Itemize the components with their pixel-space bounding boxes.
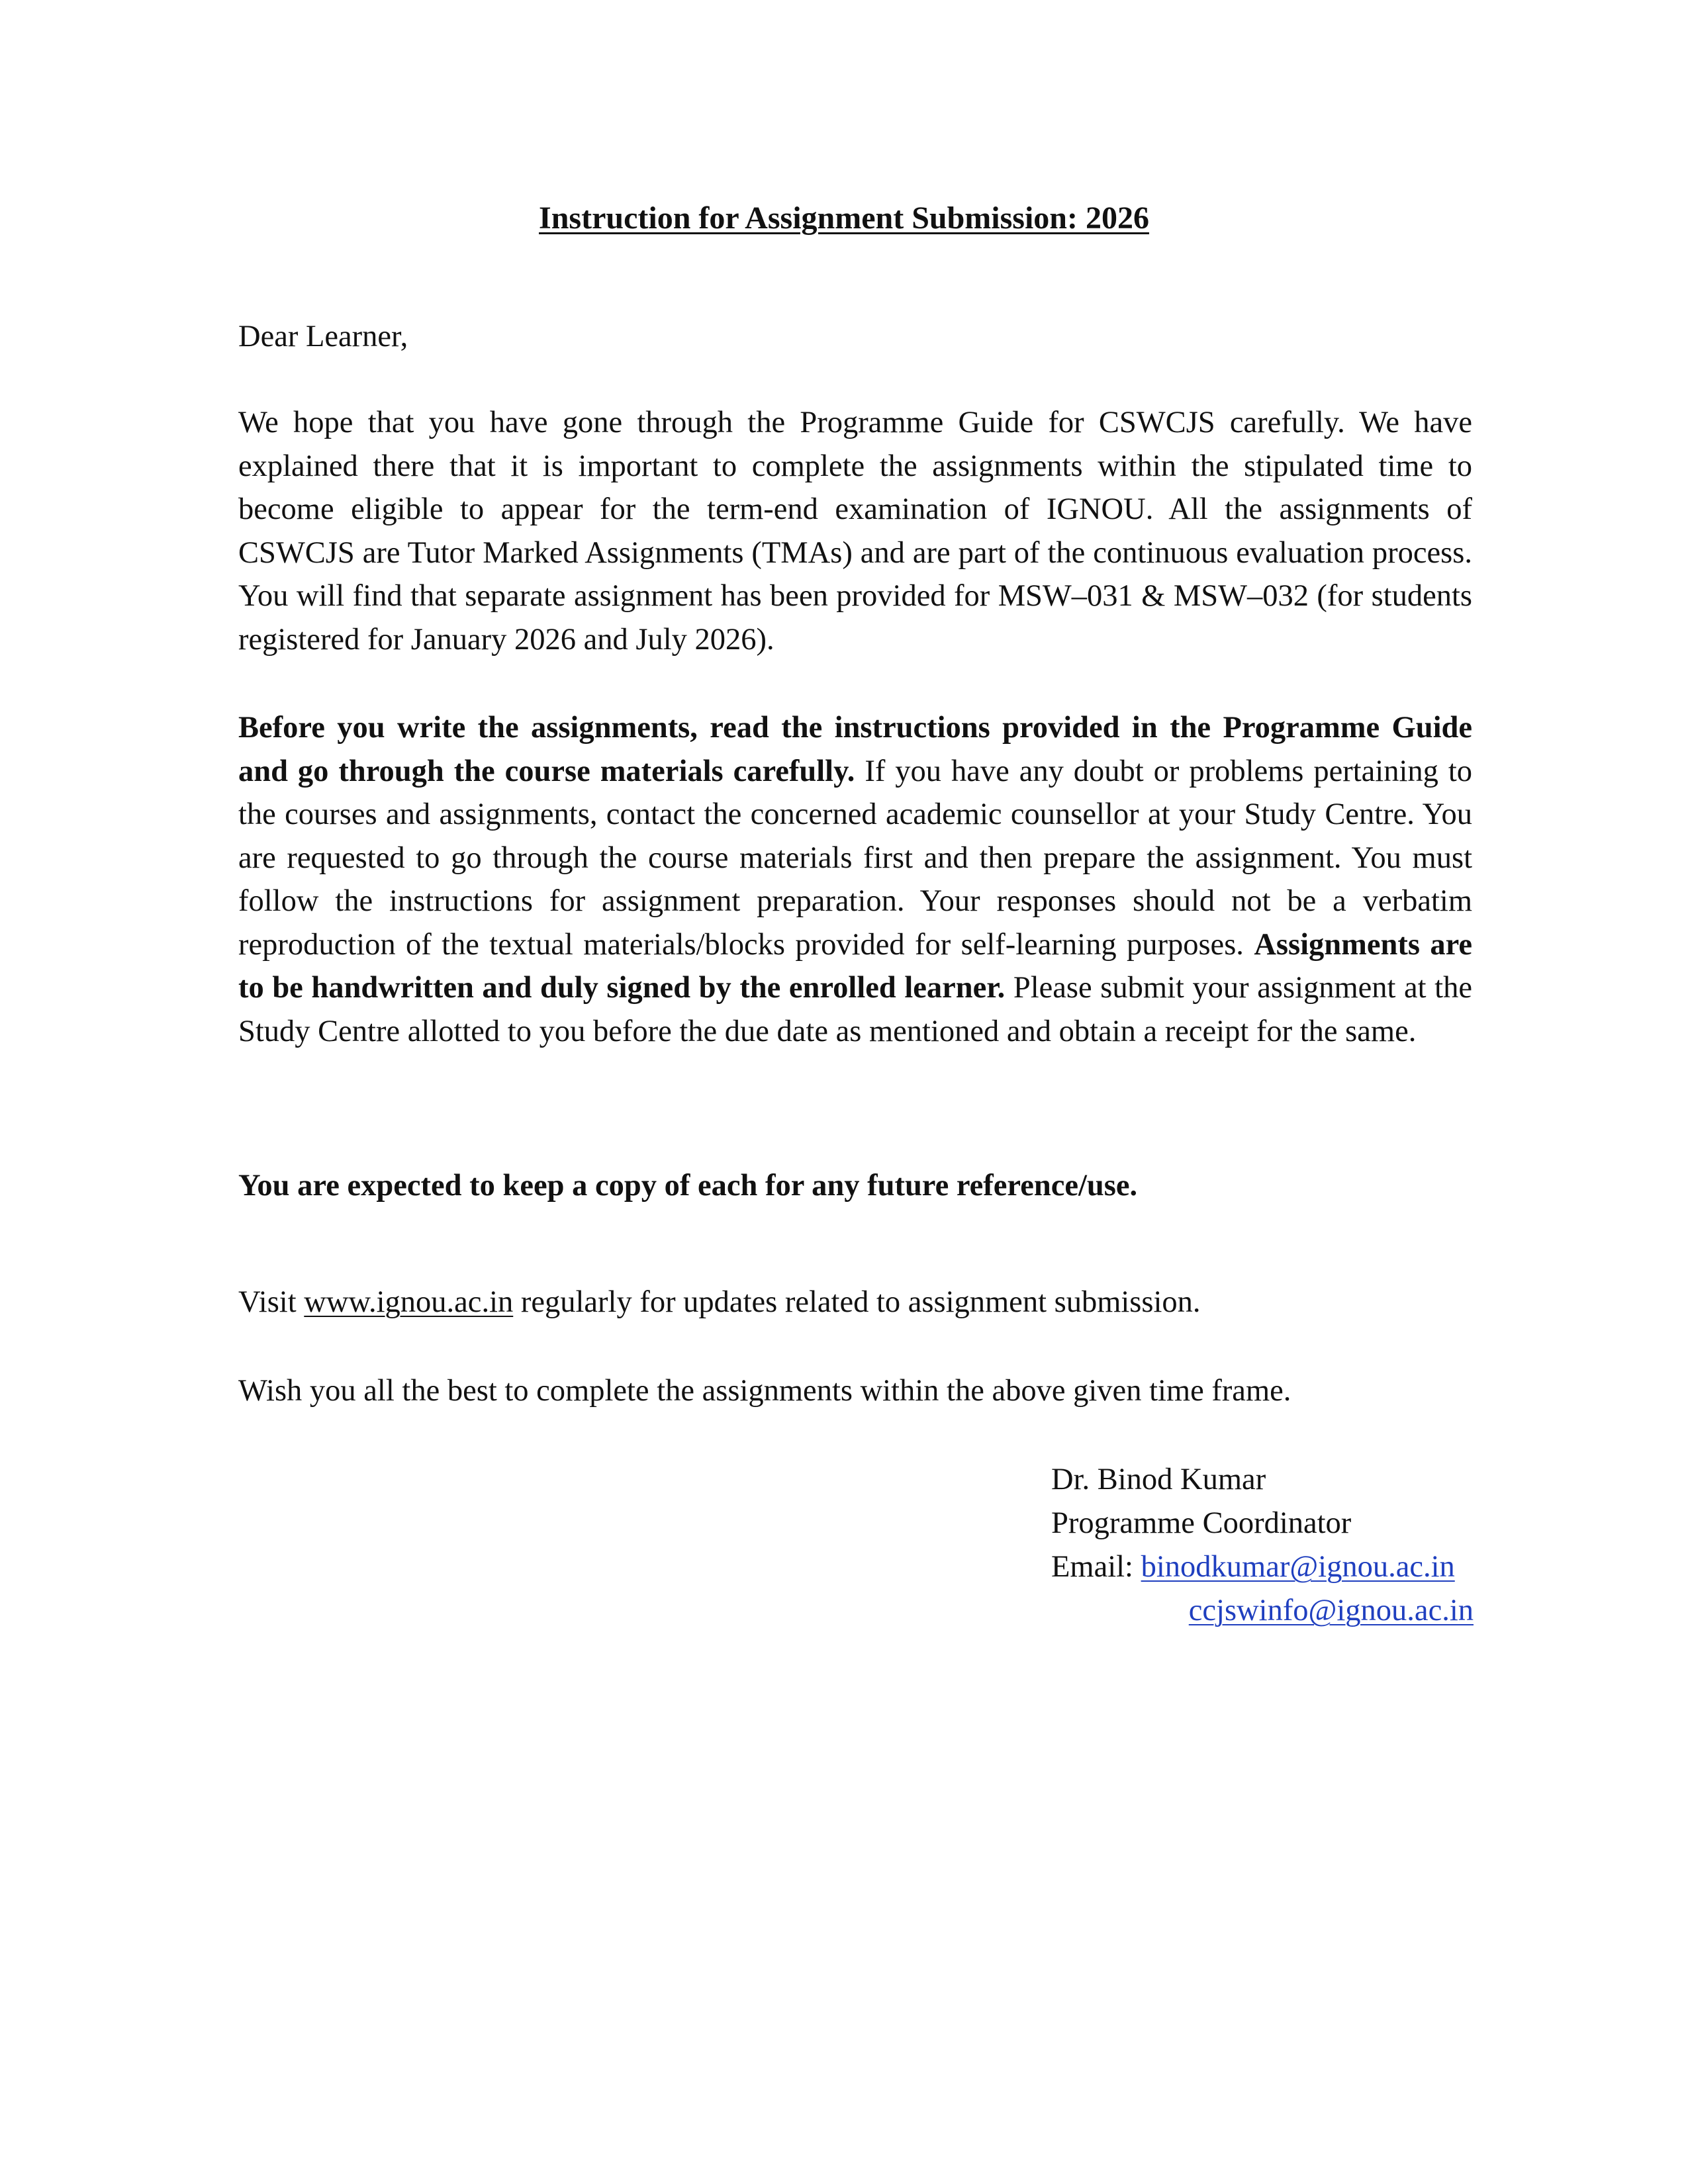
instructions-text-end: Please submit your assignment at the Study Centre allotted to you before the due date as mentioned and obtain a receipt for the same.	[238, 971, 1472, 1048]
paragraph-instructions	[238, 706, 1472, 1053]
email-link-secondary[interactable]: ccjswinfo@ignou.ac.in	[1188, 1594, 1474, 1627]
signature-block	[1051, 1458, 1475, 1633]
instructions-bold-intro: Before you write the assignments, read the instructions provided in the Programme Guide and go through the course materials carefully.	[238, 711, 1472, 788]
instructions-bold-handwritten: Assignments are to be handwritten and duly signed by the enrolled learner.	[238, 927, 1473, 1005]
signatory-name: Dr. Binod Kumar	[1051, 1463, 1266, 1496]
closing-wish: Wish you all the best to complete the assignments within the above given time frame.	[238, 1374, 1291, 1408]
greeting: Dear Learner,	[238, 320, 408, 353]
email-line	[1051, 1545, 1475, 1589]
instructions-text-middle: If you have any doubt or problems pertaining to the courses and assignments, contact the concerned academic counsellor at your Study Centre. You are requested to go through the course materials first and then prepare the assignment. You must follow the instructions for assignment preparation. Your responses should not be a verbatim reproduction of the textual materials/blocks provided for self-learning purposes.	[238, 754, 1472, 962]
email-label: Email:	[1051, 1550, 1141, 1584]
paragraph-keep-copy: You are expected to keep a copy of each for any future reference/use.	[238, 1169, 1138, 1203]
email-line-secondary	[1051, 1589, 1475, 1633]
document-title: Instruction for Assignment Submission: 2026	[539, 201, 1149, 236]
email-link-primary[interactable]: binodkumar@ignou.ac.in	[1141, 1550, 1455, 1584]
signatory-role: Programme Coordinator	[1051, 1506, 1352, 1540]
visit-prefix: Visit	[238, 1285, 305, 1319]
ignou-website-link[interactable]: www.ignou.ac.in	[304, 1285, 514, 1319]
paragraph-intro: We hope that you have gone through the Programme Guide for CSWCJS carefully. We have explained there that it is important to complete the assignments within the stipulated time to become eligible to appear for the term-end examination of IGNOU. All the assignments of CSWCJS are Tutor Marked Assignments (TMAs) and are part of the continuous evaluation process. You will find that separate assignment has been provided for MSW–031 & MSW–032 (for students registered for January 2026 and July 2026).	[238, 406, 1472, 657]
visit-line	[238, 1281, 1472, 1324]
visit-suffix: regularly for updates related to assignment submission.	[513, 1285, 1201, 1319]
